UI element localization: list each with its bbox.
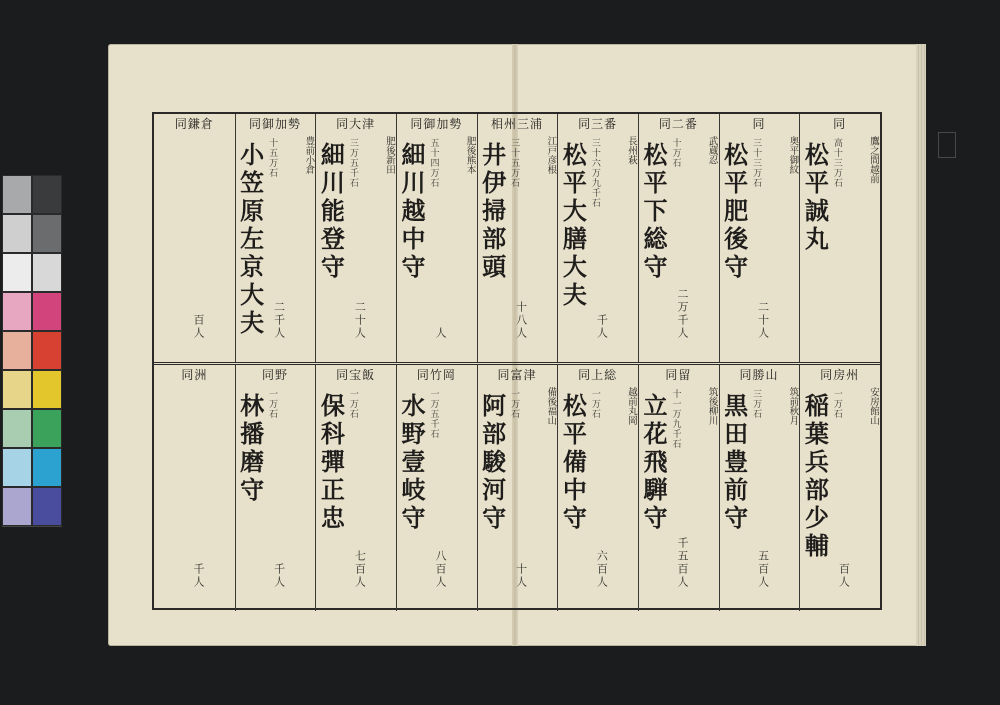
lord-name: 細川能登守 <box>316 142 346 282</box>
upper-entry <box>396 114 477 362</box>
color-swatch <box>32 292 62 331</box>
color-swatch <box>32 370 62 409</box>
house-label: 肥後熊本 <box>464 136 476 174</box>
entry-header: 同御加勢 <box>410 117 463 131</box>
color-swatch <box>2 253 32 292</box>
entry-header: 同 <box>833 117 847 131</box>
column-rule <box>557 365 558 611</box>
lower-entry <box>396 365 477 611</box>
entry-header: 同勝山 <box>739 368 779 382</box>
entry-header: 相州三浦 <box>490 117 543 131</box>
entry-header: 同大津 <box>336 117 376 131</box>
upper-entry <box>557 114 638 362</box>
color-swatch <box>2 214 32 253</box>
lord-name: 水野壹岐守 <box>397 393 426 533</box>
lower-entry <box>638 365 719 611</box>
column-rule <box>315 114 316 362</box>
lord-name: 保科彈正忠 <box>316 393 346 533</box>
entry-detail: 十一万九千石 <box>670 389 681 449</box>
entry-detail: 三十六万九千石 <box>589 138 600 208</box>
column-rule <box>557 114 558 362</box>
entry-header: 同二番 <box>658 117 698 131</box>
entry-stipend: 十人 <box>514 563 528 589</box>
entry-detail: 十万石 <box>670 138 681 168</box>
upper-entry <box>477 114 558 362</box>
house-label: 奥平御紋 <box>787 136 799 174</box>
entry-detail: 高十三万石 <box>831 138 842 188</box>
entry-detail: 三十五万石 <box>509 138 520 188</box>
upper-entry <box>235 114 316 362</box>
entry-detail: 一万石 <box>589 389 600 419</box>
entry-header: 同三番 <box>578 117 618 131</box>
entry-stipend: 二千人 <box>272 301 286 340</box>
color-swatch <box>2 175 32 214</box>
lower-entry <box>154 365 235 611</box>
lord-name: 立花飛騨守 <box>639 393 668 533</box>
lord-name: 松平肥後守 <box>719 142 749 282</box>
house-label: 武蔵忍 <box>706 136 718 165</box>
entry-detail: 一万五千石 <box>428 389 439 439</box>
lord-name: 井伊掃部頭 <box>477 142 507 282</box>
entry-stipend: 千人 <box>272 563 286 589</box>
lord-name: 松平誠丸 <box>800 142 830 254</box>
lord-name: 細川越中守 <box>397 142 426 282</box>
color-swatch <box>2 331 32 370</box>
lord-name: 松平備中守 <box>558 393 588 533</box>
color-swatch <box>2 448 32 487</box>
entry-detail: 三十三万石 <box>751 138 762 188</box>
entry-header: 同房州 <box>820 368 860 382</box>
column-rule <box>799 365 800 611</box>
column-rule <box>638 114 639 362</box>
column-rule <box>477 365 478 611</box>
column-rule <box>719 114 720 362</box>
entry-stipend: 七百人 <box>353 550 367 589</box>
color-swatch <box>32 448 62 487</box>
open-book <box>108 44 926 646</box>
lower-entry <box>477 365 558 611</box>
entry-header: 同 <box>752 117 766 131</box>
column-rule <box>396 365 397 611</box>
house-label: 肥後新田 <box>383 136 395 174</box>
color-swatch <box>2 292 32 331</box>
page-edges <box>916 44 926 646</box>
column-rule <box>799 114 800 362</box>
lord-name: 稲葉兵部少輔 <box>800 393 830 561</box>
lower-entry <box>719 365 800 611</box>
entry-header: 同留 <box>665 368 692 382</box>
lower-entry <box>235 365 316 611</box>
entry-header: 同野 <box>261 368 288 382</box>
color-swatch <box>2 370 32 409</box>
entry-detail: 五十四万石 <box>428 138 439 188</box>
color-swatch <box>32 487 62 526</box>
entry-detail: 十五万石 <box>267 138 278 178</box>
entry-stipend: 六百人 <box>595 550 609 589</box>
entry-header: 同洲 <box>181 368 208 382</box>
entry-header: 同竹岡 <box>416 368 456 382</box>
entry-stipend: 二十人 <box>353 301 367 340</box>
lord-name: 松平大膳大夫 <box>558 142 588 310</box>
column-rule <box>638 365 639 611</box>
column-rule <box>235 114 236 362</box>
register-table <box>152 112 882 610</box>
entry-stipend: 五百人 <box>756 550 770 589</box>
entry-header: 同上総 <box>578 368 618 382</box>
entry-stipend: 二万千人 <box>676 288 689 340</box>
color-swatch <box>32 253 62 292</box>
entry-detail: 一万石 <box>347 389 358 419</box>
entry-detail: 一万石 <box>267 389 278 419</box>
house-label: 安房館山 <box>867 387 879 425</box>
lower-entry <box>557 365 638 611</box>
column-rule <box>235 365 236 611</box>
lord-name: 阿部駿河守 <box>477 393 507 533</box>
lord-name: 林播磨守 <box>235 393 265 505</box>
corner-stamp <box>938 132 956 158</box>
upper-entry <box>799 114 880 362</box>
entry-header: 同鎌倉 <box>174 117 214 131</box>
entry-detail: 三万石 <box>751 389 762 419</box>
entry-stipend: 千五百人 <box>676 537 689 589</box>
entry-header: 同御加勢 <box>248 117 301 131</box>
house-label: 筑前秋月 <box>787 387 799 425</box>
column-rule <box>396 114 397 362</box>
house-label: 長州萩 <box>625 136 637 165</box>
color-swatch <box>32 331 62 370</box>
color-swatch <box>32 175 62 214</box>
house-label: 越前丸岡 <box>625 387 637 425</box>
color-swatch <box>32 409 62 448</box>
lord-name: 小笠原左京大夫 <box>235 142 265 338</box>
entry-stipend: 八百人 <box>434 550 447 589</box>
house-label: 豊前小倉 <box>303 136 315 174</box>
entry-detail: 一万石 <box>831 389 842 419</box>
entry-stipend: 千人 <box>192 563 205 589</box>
lower-entry <box>799 365 880 611</box>
house-label: 備後福山 <box>545 387 557 425</box>
upper-entry <box>638 114 719 362</box>
color-swatch <box>32 214 62 253</box>
lord-name: 松平下総守 <box>639 142 668 282</box>
entry-stipend: 百人 <box>837 563 851 589</box>
entry-stipend: 十八人 <box>514 301 528 340</box>
entry-detail: 一万石 <box>509 389 520 419</box>
entry-stipend: 百人 <box>192 314 205 340</box>
entry-detail: 三万五千石 <box>347 138 358 188</box>
column-rule <box>719 365 720 611</box>
entry-stipend: 千人 <box>595 314 609 340</box>
lord-name: 黒田豊前守 <box>719 393 749 533</box>
color-calibration-strip <box>2 175 62 527</box>
color-swatch <box>2 487 32 526</box>
house-label: 筑後柳川 <box>706 387 718 425</box>
upper-entry <box>719 114 800 362</box>
entry-header: 同富津 <box>497 368 537 382</box>
entry-header: 同宝飯 <box>336 368 376 382</box>
lower-entry <box>315 365 396 611</box>
entry-stipend: 人 <box>434 327 447 340</box>
color-swatch <box>2 409 32 448</box>
house-label: 江戸彦根 <box>545 136 557 174</box>
upper-entry <box>315 114 396 362</box>
upper-entry <box>154 114 235 362</box>
house-label: 鷹之間越前 <box>867 136 879 184</box>
column-rule <box>477 114 478 362</box>
column-rule <box>315 365 316 611</box>
entry-stipend: 二十人 <box>756 301 770 340</box>
